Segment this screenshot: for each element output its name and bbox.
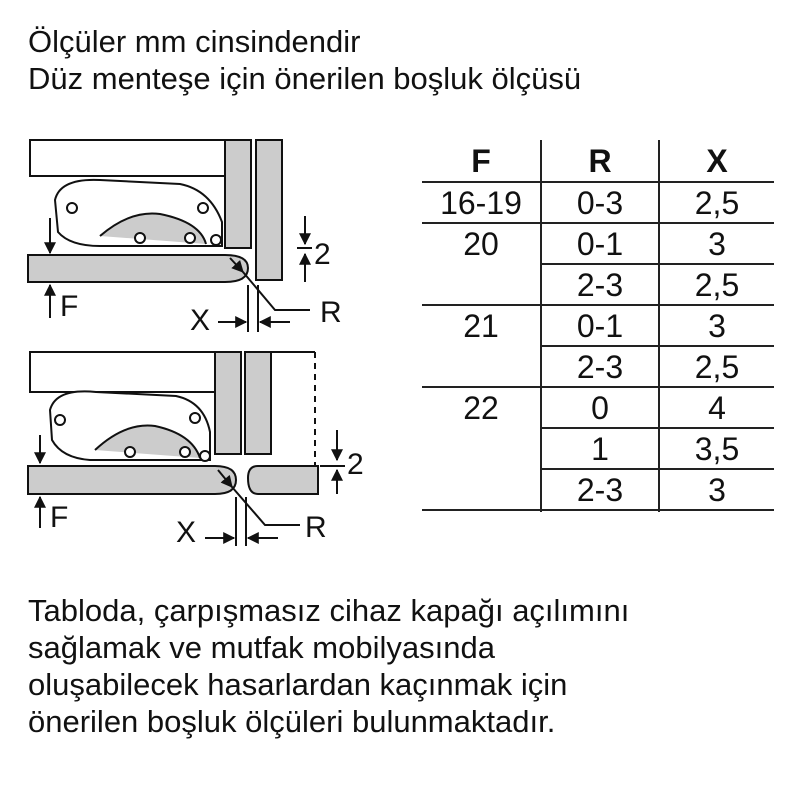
cabinet-top-panel (30, 352, 215, 392)
furniture-side-panel (256, 140, 282, 280)
table-cell-r: 1 (591, 431, 609, 467)
cabinet-side-panel (215, 352, 241, 454)
explanatory-note (28, 592, 629, 740)
title-units: Ölçüler mm cinsindendir (28, 24, 361, 59)
label-r-top: R (320, 296, 342, 329)
table-cell-x: 2,5 (694, 185, 740, 221)
table-cell-x: 4 (708, 390, 726, 426)
note-line: sağlamak ve mutfak mobilyasında (28, 630, 495, 665)
note-line: önerilen boşluk ölçüleri bulunmaktadır. (28, 704, 556, 739)
label-gap-bottom: 2 (347, 448, 364, 481)
appliance-door (28, 255, 248, 282)
furniture-side-panel (245, 352, 271, 454)
label-f-bottom: F (50, 501, 69, 534)
cabinet-top-panel (30, 140, 225, 176)
cabinet-side-panel (225, 140, 251, 248)
appliance-door (28, 466, 236, 494)
table-cell-f: 20 (463, 226, 499, 262)
hinge-diagrams (0, 0, 420, 580)
table-cell-f: 16-19 (440, 185, 522, 221)
table-header-r: R (588, 143, 612, 179)
table-cell-r: 0 (591, 390, 609, 426)
table-cell-x: 3 (708, 308, 726, 344)
gap-spec-table (422, 140, 774, 512)
table-header-f: F (471, 143, 491, 179)
title-hinge-gap: Düz menteşe için önerilen boşluk ölçüsü (28, 61, 582, 96)
table-cell-r: 2-3 (576, 349, 624, 385)
table-cell-r: 2-3 (576, 472, 624, 508)
table-cell-r: 0-1 (576, 226, 624, 262)
table-cell-x: 3 (708, 226, 726, 262)
table-cell-r: 2-3 (576, 267, 624, 303)
table-cell-r: 0-1 (576, 308, 624, 344)
table-cell-f: 22 (463, 390, 499, 426)
table-header-x: X (706, 143, 728, 179)
label-f-top: F (60, 290, 79, 323)
label-x-top: X (190, 304, 211, 337)
table-cell-x: 2,5 (694, 349, 740, 385)
table-cell-x: 3 (708, 472, 726, 508)
table-cell-x: 3,5 (694, 431, 740, 467)
label-r-bottom: R (305, 511, 327, 544)
table-cell-f: 21 (463, 308, 499, 344)
note-line: Tabloda, çarpışmasız cihaz kapağı açılımını (28, 593, 630, 628)
label-x-bottom: X (176, 516, 197, 549)
table-cell-x: 2,5 (694, 267, 740, 303)
note-line: oluşabilecek hasarlardan kaçınmak için (28, 667, 568, 702)
furniture-door (248, 466, 318, 494)
label-gap-top: 2 (314, 238, 331, 271)
table-cell-r: 0-3 (576, 185, 624, 221)
